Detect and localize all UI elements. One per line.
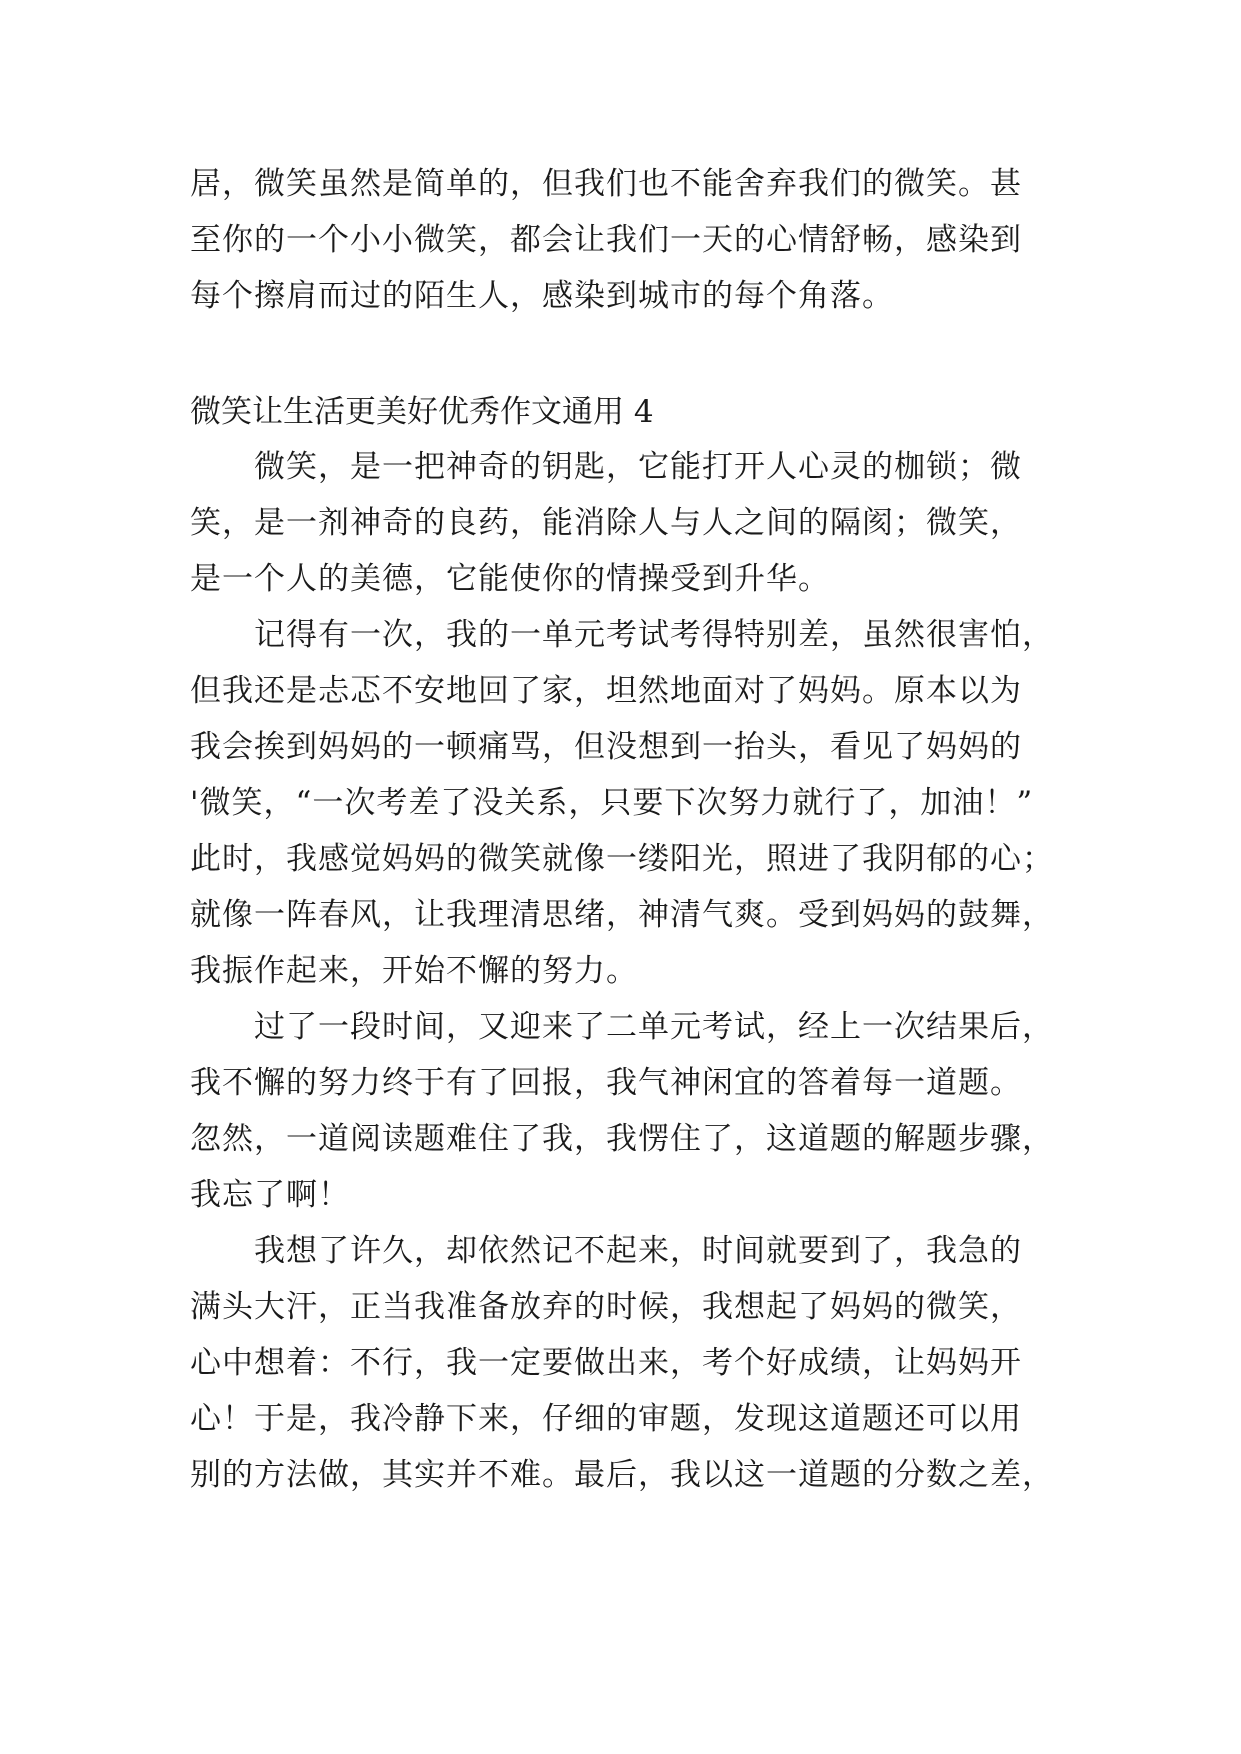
body-line: 笑，是一剂神奇的良药，能消除人与人之间的隔阂；微笑， — [190, 505, 1022, 541]
intro-line: 每个擦肩而过的陌生人，感染到城市的每个角落。 — [190, 278, 894, 314]
body-line: 我想了许久，却依然记不起来，时间就要到了，我急的 — [190, 1233, 1022, 1269]
body-line: 记得有一次，我的一单元考试考得特别差，虽然很害怕， — [190, 617, 1054, 653]
body-line: 是一个人的美德，它能使你的情操受到升华。 — [190, 561, 830, 597]
body-line: 我振作起来，开始不懈的努力。 — [190, 953, 638, 989]
body-line: 过了一段时间，又迎来了二单元考试，经上一次结果后， — [190, 1009, 1054, 1045]
body-line: 心！于是，我冷静下来，仔细的审题，发现这道题还可以用 — [190, 1401, 1022, 1437]
body-line: 我会挨到妈妈的一顿痛骂，但没想到一抬头，看见了妈妈的 — [190, 729, 1022, 765]
section-title: 微笑让生活更美好优秀作文通用 4 — [190, 394, 654, 430]
body-line: 此时，我感觉妈妈的微笑就像一缕阳光，照进了我阴郁的心； — [190, 841, 1054, 877]
body-line: 心中想着：不行，我一定要做出来，考个好成绩，让妈妈开 — [190, 1345, 1022, 1381]
body-line: 但我还是忐忑不安地回了家，坦然地面对了妈妈。原本以为 — [190, 673, 1022, 709]
body-line: 忽然，一道阅读题难住了我，我愣住了，这道题的解题步骤， — [190, 1121, 1054, 1157]
body-line: 我不懈的努力终于有了回报，我气神闲宜的答着每一道题。 — [190, 1065, 1022, 1101]
body-line: 微笑，是一把神奇的钥匙，它能打开人心灵的枷锁；微 — [190, 449, 1022, 485]
body-line: 满头大汗，正当我准备放弃的时候，我想起了妈妈的微笑， — [190, 1289, 1022, 1325]
intro-line: 居，微笑虽然是简单的，但我们也不能舍弃我们的微笑。甚 — [190, 166, 1022, 202]
body-line: 就像一阵春风，让我理清思绪，神清气爽。受到妈妈的鼓舞， — [190, 897, 1054, 933]
body-line: 我忘了啊！ — [190, 1177, 350, 1213]
intro-line: 至你的一个小小微笑，都会让我们一天的心情舒畅，感染到 — [190, 222, 1022, 258]
body-line: '微笑，“一次考差了没关系，只要下次努力就行了，加油！” — [190, 785, 1034, 821]
body-line: 别的方法做，其实并不难。最后，我以这一道题的分数之差， — [190, 1457, 1054, 1493]
